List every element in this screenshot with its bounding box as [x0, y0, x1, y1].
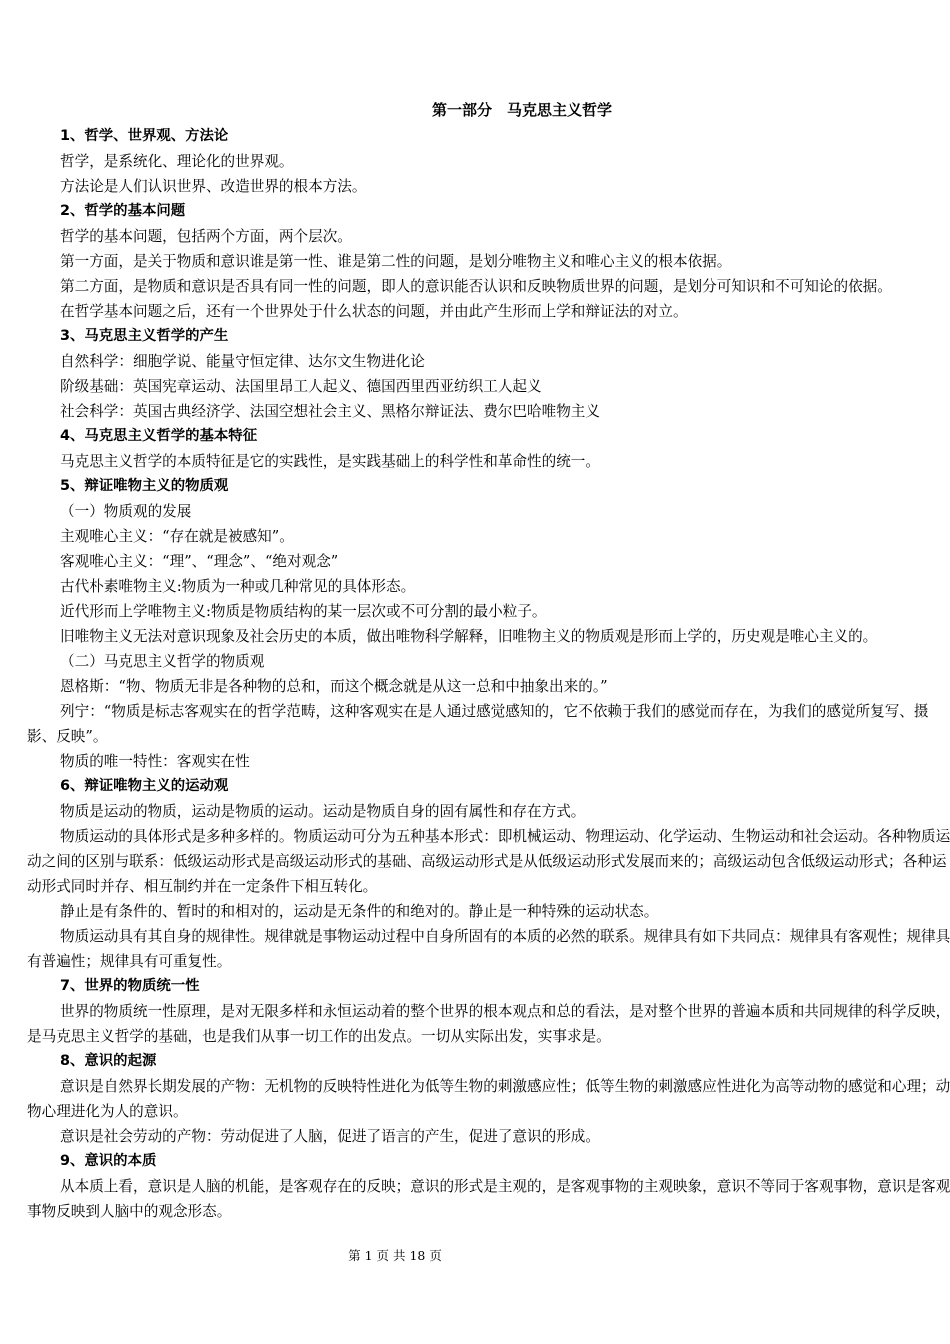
text-line: （二）马克思主义哲学的物质观	[60, 653, 265, 670]
text-line: 第一方面，是关于物质和意识谁是第一性、谁是第二性的问题，是划分唯物主义和唯心主义的根本依据。	[60, 253, 732, 270]
text-line: 意识是自然界长期发展的产物：无机物的反映特性进化为低等生物的刺激感应性；低等生物的刺激感应性进化为高等动物的感觉和心理；动物心理进化为人的意识。	[27, 1078, 950, 1120]
text-line: 主观唯心主义：“存在就是被感知”。	[60, 528, 294, 545]
text-line: 第二方面，是物质和意识是否具有同一性的问题，即人的意识能否认识和反映物质世界的问题，是划分可知识和不可知论的依据。	[60, 278, 892, 295]
document-body	[27, 124, 950, 1224]
section-heading: 1、哲学、世界观、方法论	[60, 128, 229, 144]
text-line: 物质是运动的物质，运动是物质的运动。运动是物质自身的固有属性和存在方式。	[60, 803, 586, 820]
section-heading: 9、意识的本质	[60, 1153, 157, 1169]
text-line: （一）物质观的发展	[60, 503, 192, 520]
text-line: 在哲学基本问题之后，还有一个世界处于什么状态的问题，并由此产生形而上学和辩证法的对立。	[60, 303, 688, 320]
text-line: 静止是有条件的、暂时的和相对的，运动是无条件的和绝对的。静止是一种特殊的运动状态。	[60, 903, 659, 920]
section-heading: 6、辩证唯物主义的运动观	[60, 778, 229, 794]
text-line: 客观唯心主义：“理”、“理念”、“绝对观念”	[60, 553, 339, 570]
text-line: 物质运动具有其自身的规律性。规律就是事物运动过程中自身所固有的本质的必然的联系。规律具有如下共同点：规律具有客观性；规律具有普遍性；规律具有可重复性。	[27, 928, 950, 970]
text-line: 意识是社会劳动的产物：劳动促进了人脑，促进了语言的产生，促进了意识的形成。	[60, 1128, 600, 1145]
text-line: 社会科学：英国古典经济学、法国空想社会主义、黑格尔辩证法、费尔巴哈唯物主义	[60, 403, 600, 420]
text-line: 古代朴素唯物主义:物质为一种或几种常见的具体形态。	[60, 578, 416, 595]
text-line: 恩格斯：“物、物质无非是各种物的总和，而这个概念就是从这一总和中抽象出来的。”	[60, 678, 608, 695]
page-title: 第一部分 马克思主义哲学	[431, 101, 612, 119]
text-line: 物质运动的具体形式是多种多样的。物质运动可分为五种基本形式：即机械运动、物理运动、化学运动、生物运动和社会运动。各种物质运动之间的区别与联系：低级运动形式是高级运动形式的基础、高级运动形式是从低级运动形式发展而来的；高级运动包含低级运动形式；各种运动形式同时并存、相互制约并在一定条件下相互转化。	[27, 828, 950, 895]
text-line: 世界的物质统一性原理，是对无限多样和永恒运动着的整个世界的根本观点和总的看法，是对整个世界的普遍本质和共同规律的科学反映，是马克思主义哲学的基础，也是我们从事一切工作的出发点。一切从实际出发，实事求是。	[27, 1003, 950, 1045]
text-line: 自然科学：细胞学说、能量守恒定律、达尔文生物进化论	[60, 353, 425, 370]
text-line: 方法论是人们认识世界、改造世界的根本方法。	[60, 178, 367, 195]
text-line: 从本质上看，意识是人脑的机能，是客观存在的反映；意识的形式是主观的，是客观事物的主观映象，意识不等同于客观事物，意识是客观事物反映到人脑中的观念形态。	[27, 1178, 950, 1220]
text-line: 列宁：“物质是标志客观实在的哲学范畴，这种客观实在是人通过感觉感知的，它不依赖于我们的感觉而存在，为我们的感觉所复写、摄影、反映”。	[27, 703, 929, 745]
text-line: 哲学的基本问题，包括两个方面，两个层次。	[60, 228, 352, 245]
text-line: 哲学，是系统化、理论化的世界观。	[60, 153, 294, 170]
section-heading: 3、马克思主义哲学的产生	[60, 328, 229, 344]
section-heading: 5、辩证唯物主义的物质观	[60, 478, 229, 494]
page-footer: 第 1 页 共 18 页	[348, 1248, 442, 1263]
text-line: 马克思主义哲学的本质特征是它的实践性，是实践基础上的科学性和革命性的统一。	[60, 453, 600, 470]
text-line: 阶级基础：英国宪章运动、法国里昂工人起义、德国西里西亚纺织工人起义	[60, 378, 542, 395]
section-heading: 2、哲学的基本问题	[60, 203, 186, 219]
section-heading: 4、马克思主义哲学的基本特征	[60, 428, 258, 444]
section-heading: 7、世界的物质统一性	[60, 978, 200, 994]
text-line: 旧唯物主义无法对意识现象及社会历史的本质，做出唯物科学解释，旧唯物主义的物质观是形而上学的，历史观是唯心主义的。	[60, 628, 878, 645]
text-line: 近代形而上学唯物主义:物质是物质结构的某一层次或不可分割的最小粒子。	[60, 603, 547, 620]
section-heading: 8、意识的起源	[60, 1053, 157, 1069]
text-line: 物质的唯一特性：客观实在性	[60, 753, 250, 770]
